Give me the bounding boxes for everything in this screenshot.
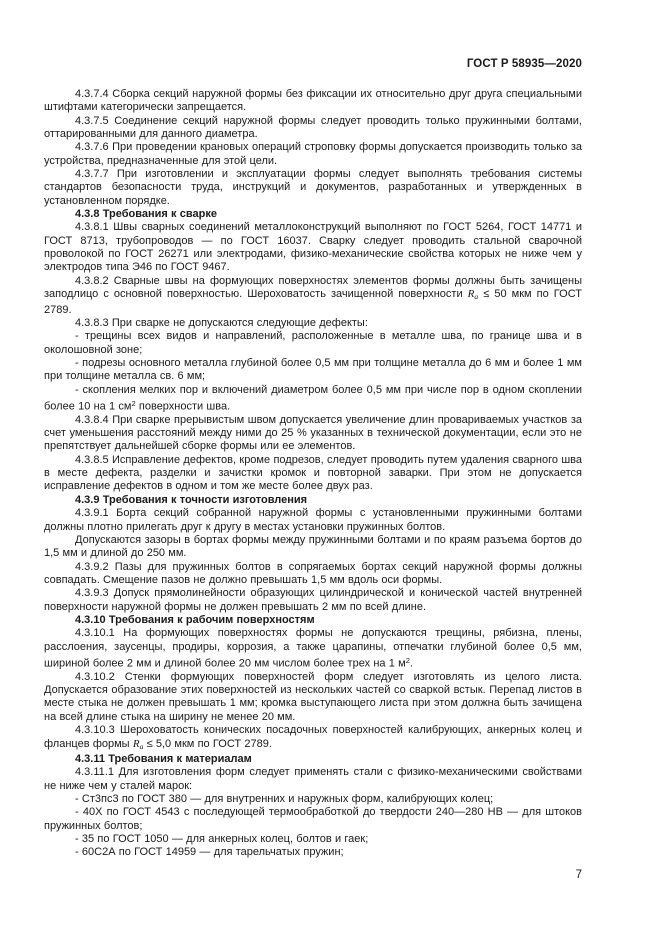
text-run: 4.3.10.1 На формующих поверхностях формы не допускаются трещины, рябизна, плены, расслоения, заусенцы, продиры, коррозия, а также царапины, отпечатки глубиной более 0,5 мм, шириной более 2 мм и длиной более 20 мм числом более трех на 1 м — [44, 627, 582, 670]
text-run: 4.3.9 Требования к точности изготовления — [75, 493, 308, 506]
list-item-steel-60s2a — [44, 846, 582, 859]
para-4-3-7-6 — [44, 141, 582, 168]
text-run: 4.3.8.4 При сварке прерывистым швом допускается увеличение длин провариваемых участков за счет уменьшения расстояний между ними до 25 % указанных в технической документации, если это не препятствует дальнейшей сборке формы или ее элементов. — [44, 413, 582, 453]
text-run: - 40Х по ГОСТ 4543 с последующей термообработкой до твердости 240—280 НВ — для штоков пружинных болтов; — [44, 806, 582, 832]
text-run: 4.3.8.2 Сварные швы на формующих поверхностях элементов формы должны быть зачищены заподлицо с основной поверхностью. Шероховатость зачищенной поверхности — [44, 274, 582, 301]
text-run: 4.3.7.4 Сборка секций наружной формы без фиксации их относительно друг друга специальными штифтами категорически запрещается. — [44, 88, 582, 114]
para-4-3-7-4 — [44, 88, 582, 115]
page-header — [44, 57, 582, 71]
text-run: 4.3.9.1 Борта секций собранной наружной формы с установленными пружинными болтами должны плотно прилегать друг к другу в местах установки пружинных болтов. — [44, 507, 582, 533]
para-4-3-11-1 — [44, 766, 582, 793]
para-4-3-9-1 — [44, 507, 582, 534]
text-run: 2 — [405, 655, 410, 665]
text-run: - 60С2А по ГОСТ 14959 — для тарельчатых пружин; — [75, 846, 344, 859]
text-run: поверхности шва. — [135, 400, 231, 413]
para-4-3-7-5 — [44, 115, 582, 142]
list-item-steel-35 — [44, 833, 582, 846]
text-run: - подрезы основного металла глубиной более 0,5 мм при толщине металла до 6 мм и более 1 мм при толщине металла св. 6 мм; — [44, 356, 582, 383]
text-run: 4.3.10.2 Стенки формующих поверхностей форм следует изготовлять из целого листа. Допускается образование этих поверхностей из нескольких частей со сваркой встык. Перепад листов в месте стыка не должен превышать 1 мм; кромка выступающего листа при этом должна быть зачищена на всей длине стыка на ширину не менее 20 мм. — [44, 670, 582, 723]
standard-number: ГОСТ Р 58935—2020 — [466, 58, 582, 70]
list-item-steel-40h — [44, 806, 582, 833]
text-run: 4.3.11 Требования к материалам — [75, 752, 252, 765]
text-run: 4.3.8.3 При сварке не допускаются следующие дефекты: — [75, 316, 368, 329]
text-run: - скопления мелких пор и включений диаметром более 0,5 мм при числе пор в одном скоплении более 10 на 1 см — [44, 383, 582, 413]
para-4-3-8-1 — [44, 221, 582, 274]
list-item-steel-st3ps3 — [44, 793, 582, 806]
text-run: 4.3.8 Требования к сварке — [75, 208, 217, 221]
text-run: 4.3.9.3 Допуск прямолинейности образующих цилиндрической и конической частей внутренней поверхности наружной формы не должен превышать 2 мм по всей длине. — [44, 587, 582, 613]
text-run: 4.3.8.5 Исправление дефектов, кроме подрезов, следует проводить путем удаления сварного шва в месте дефекта, разделки и зачистки кромок и повторной заварки. При этом не допускается исправление дефектов в одном и том же месте более двух раз. — [44, 453, 582, 493]
heading-4-3-11 — [44, 753, 582, 766]
list-item-defect-pores — [44, 384, 582, 414]
para-4-3-8-3 — [44, 317, 582, 330]
text-run: R — [132, 737, 140, 750]
text-run: 2 — [131, 398, 136, 408]
para-4-3-9-3 — [44, 587, 582, 614]
para-4-3-10-2 — [44, 671, 582, 724]
para-4-3-10-3 — [44, 724, 582, 753]
text-run: R — [467, 288, 475, 301]
text-run: 4.3.9.2 Пазы для пружинных болтов в сопрягаемых бортах секций наружной формы должны совпадать. Смещение пазов не должно превышать 1,5 мм вдоль оси формы. — [44, 560, 582, 586]
text-run: - 35 по ГОСТ 1050 — для анкерных колец, болтов и гаек; — [75, 832, 369, 845]
text-run: 4.3.7.5 Соединение секций наружной формы следует проводить только пружинными болтами, оттарированными для данного диаметра. — [44, 114, 582, 141]
para-4-3-7-7 — [44, 168, 582, 208]
list-item-defect-cracks — [44, 330, 582, 357]
text-run: 4.3.8.1 Швы сварных соединений металлоконструкций выполняют по ГОСТ 5264, ГОСТ 14771 и ГОСТ 8713, трубопроводов — по ГОСТ 16037. Сварку следует проводить стальной сварочной проволокой по ГОСТ 26271 или электродами, физико-механические свойства которых не ниже чем у электродов типа Э46 по ГОСТ 9467. — [44, 221, 582, 274]
text-run: a — [139, 741, 144, 751]
para-4-3-8-2 — [44, 275, 582, 317]
text-run: ≤ 50 мкм по ГОСТ 2789. — [44, 288, 582, 316]
text-run: 4.3.10.3 Шероховатость конических посадочных поверхностей калибрующих, анкерных колец и фланцев формы — [44, 724, 582, 750]
page-footer — [44, 869, 582, 882]
text-run: - Ст3пс3 по ГОСТ 380 — для внутренних и наружных форм, калибрующих колец; — [75, 792, 494, 805]
text-run: 4.3.7.6 При проведении крановых операций строповку формы допускается производить только за устройства, предназначенные для этой цели. — [44, 141, 582, 167]
para-4-3-9-1-gaps — [44, 534, 582, 561]
text-run: Допускаются зазоры в бортах формы между пружинными болтами и по краям разъема бортов до 1,5 мм и длиной до 250 мм. — [44, 533, 582, 560]
document-content — [44, 88, 582, 860]
para-4-3-9-2 — [44, 561, 582, 588]
text-run: 4.3.7.7 При изготовлении и эксплуатации формы следует выполнять требования системы стандартов безопасности труда, инструкций и документов, разработанных и утвержденных в установленном порядке. — [44, 168, 582, 207]
text-run: ≤ 5,0 мкм по ГОСТ 2789. — [143, 737, 272, 750]
para-4-3-10-1 — [44, 627, 582, 671]
heading-4-3-10 — [44, 614, 582, 627]
heading-4-3-9 — [44, 494, 582, 507]
para-4-3-8-4 — [44, 414, 582, 454]
text-run: a — [474, 292, 479, 302]
text-run: - трещины всех видов и направлений, расположенные в металле шва, по границе шва и в околошовной зоне; — [44, 330, 582, 356]
heading-4-3-8 — [44, 208, 582, 221]
page-number: 7 — [575, 868, 582, 881]
list-item-defect-undercuts — [44, 357, 582, 384]
para-4-3-8-5 — [44, 454, 582, 494]
text-run: 4.3.11.1 Для изготовления форм следует применять стали с физико-механическими свойствами не ниже чем у сталей марок: — [44, 766, 582, 792]
text-run: . — [409, 657, 413, 670]
text-run: 4.3.10 Требования к рабочим поверхностям — [75, 613, 315, 626]
